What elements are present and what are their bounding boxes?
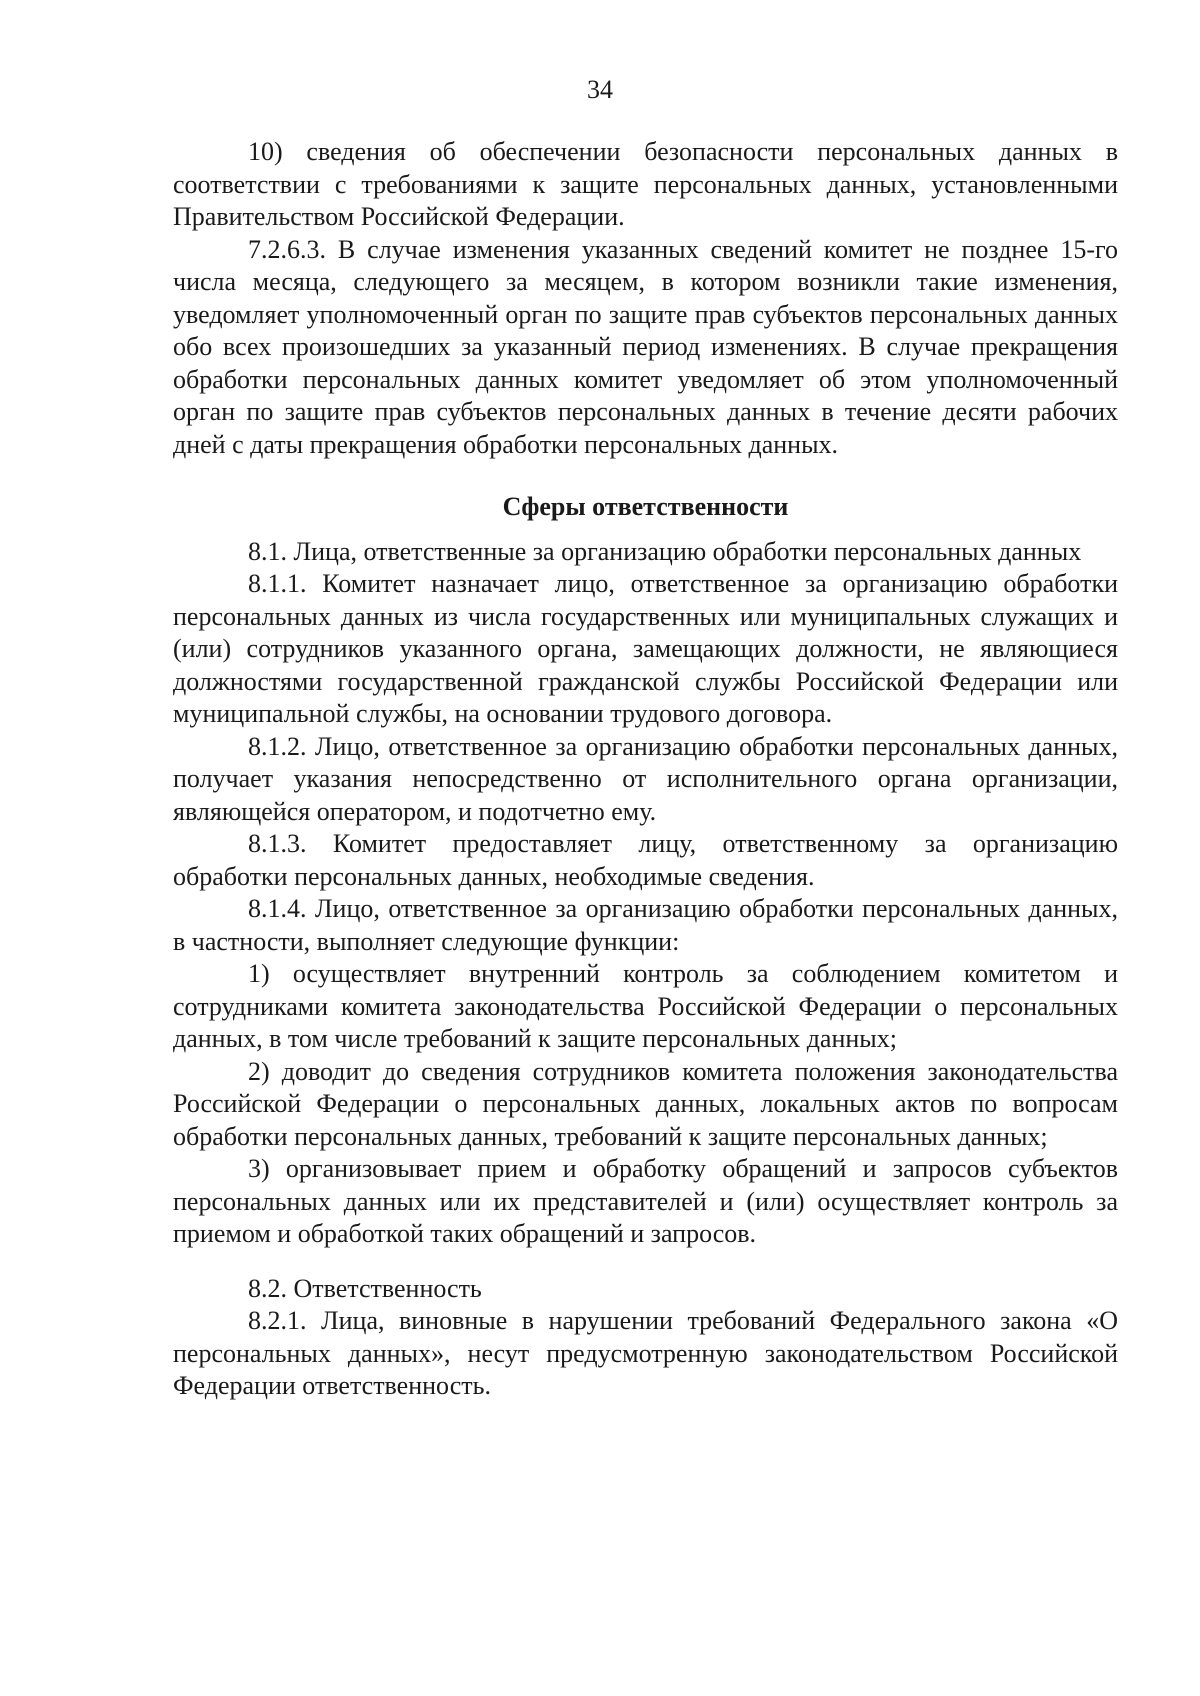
- paragraph-8-1-4: 8.1.4. Лицо, ответственное за организацию обработки персональных данных, в частности, выполняет следующие функции:: [173, 894, 1118, 956]
- list-item-2: 2) доводит до сведения сотрудников комитета положения законодательства Российской Федерации о персональных данных, локальных актов по вопросам обработки персональных данных, требований к защите персональных данных;: [173, 1056, 1118, 1151]
- paragraph-8-1-2: 8.1.2. Лицо, ответственное за организацию обработки персональных данных, получает указания непосредственно от исполнительного органа организации, являющейся оператором, и подотчетно ему.: [173, 731, 1118, 826]
- section-heading: Сферы ответственности: [502, 492, 789, 521]
- paragraph-7-2-6-3: 7.2.6.3. В случае изменения указанных сведений комитет не позднее 15-го числа месяца, следующего за месяцем, в котором возникли такие изменения, уведомляет уполномоченный орган по защите прав субъектов персональных данных обо всех произошедших за указанный период изменениях. В случае прекращения обработки персональных данных комитет уведомляет об этом уполномоченный орган по защите прав субъектов персональных данных в течение десяти рабочих дней с даты прекращения обработки персональных данных.: [173, 234, 1118, 459]
- paragraph-8-2: 8.2. Ответственность: [248, 1273, 482, 1303]
- document-body: [173, 136, 1118, 1403]
- list-item-3: 3) организовывает прием и обработку обращений и запросов субъектов персональных данных или их представителей и (или) осуществляет контроль за приемом и обработкой таких обращений и запросов.: [173, 1154, 1118, 1248]
- page-number: 34: [587, 75, 613, 104]
- list-item-1: 1) осуществляет внутренний контроль за соблюдением комитетом и сотрудниками комитета законодательства Российской Федерации о персональных данных, в том числе требований к защите персональных данных;: [173, 959, 1118, 1053]
- paragraph-10-security-info: 10) сведения об обеспечении безопасности персональных данных в соответствии с требованиями к защите персональных данных, установленными Правительством Российской Федерации.: [173, 137, 1118, 231]
- paragraph-8-1-3: 8.1.3. Комитет предоставляет лицу, ответственному за организацию обработки персональных данных, необходимые сведения.: [173, 829, 1118, 891]
- paragraph-8-1-1: 8.1.1. Комитет назначает лицо, ответственное за организацию обработки персональных данных из числа государственных или муниципальных служащих и (или) сотрудников указанного органа, замещающих должности, не являющиеся должностями государственной гражданской службы Российской Федерации или муниципальной службы, на основании трудового договора.: [173, 569, 1118, 728]
- paragraph-8-1: 8.1. Лица, ответственные за организацию обработки персональных данных: [248, 536, 1082, 566]
- paragraph-8-2-1: 8.2.1. Лица, виновные в нарушении требований Федерального закона «О персональных данных», несут предусмотренную законодательством Российской Федерации ответственность.: [173, 1306, 1118, 1400]
